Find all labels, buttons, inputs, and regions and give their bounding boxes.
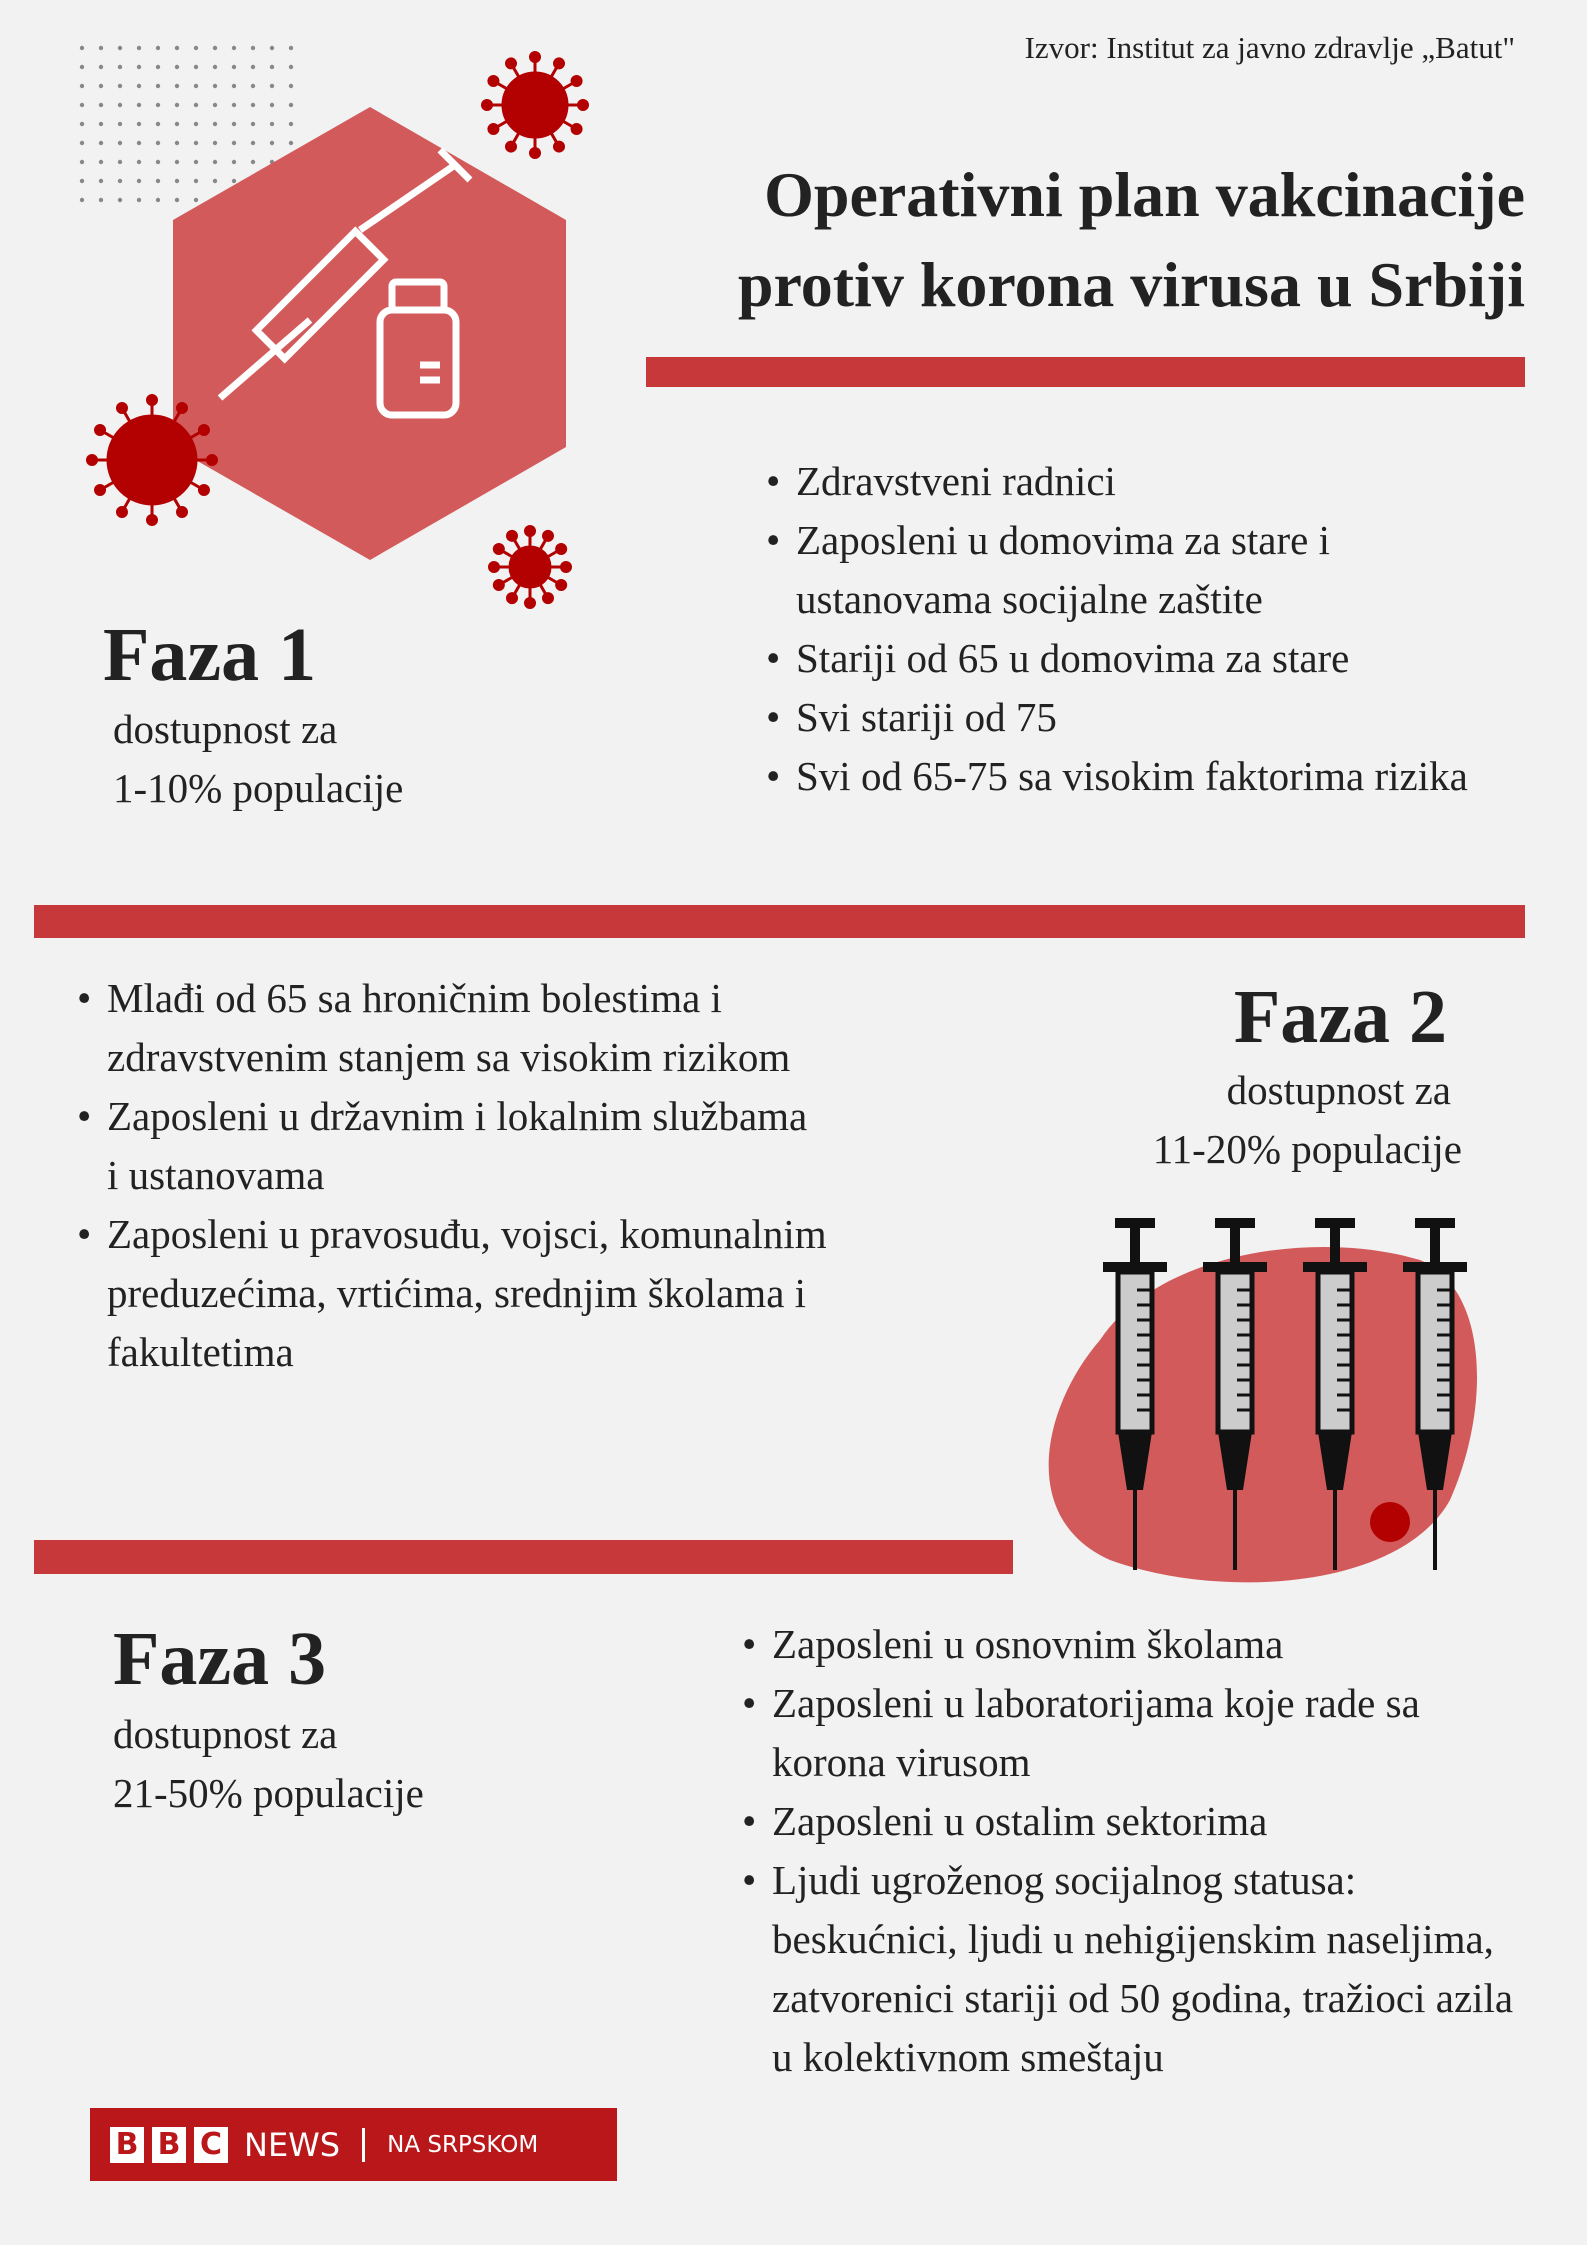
logo-divider [362, 2128, 365, 2162]
dot [99, 84, 103, 88]
dot [251, 84, 255, 88]
list-item: • Zaposleni u državnim i lokalnim službama i ustanovama [77, 1087, 827, 1205]
dot [175, 198, 179, 202]
dot [80, 179, 84, 183]
dot [175, 141, 179, 145]
dot [175, 84, 179, 88]
dot [194, 179, 198, 183]
dot [80, 122, 84, 126]
dot [194, 122, 198, 126]
dot [118, 103, 122, 107]
title-line-1: Operativni plan vakcinacije [764, 159, 1525, 230]
dot [175, 160, 179, 164]
logo-subtitle: NA SRPSKOM [387, 2131, 539, 2158]
dot [270, 141, 274, 145]
dot [289, 122, 293, 126]
dot [137, 122, 141, 126]
dot [80, 103, 84, 107]
dot [289, 103, 293, 107]
list-item: • Svi od 65-75 sa visokim faktorima rizika [766, 747, 1526, 806]
dot [156, 84, 160, 88]
dot [213, 179, 217, 183]
dot [270, 65, 274, 69]
list-item: • Zaposleni u laboratorijama koje rade sa korona virusom [742, 1674, 1532, 1792]
dot [118, 141, 122, 145]
dot [175, 65, 179, 69]
dot [213, 84, 217, 88]
list-item: • Ljudi ugroženog socijalnog statusa: beskućnici, ljudi u nehigijenskim naseljima, zatvorenici stariji od 50 godina, tražioci azila u kolektivnom smeštaju [742, 1851, 1532, 2087]
dot [156, 160, 160, 164]
dot [99, 103, 103, 107]
dot [270, 84, 274, 88]
list-item: • Svi stariji od 75 [766, 688, 1526, 747]
dot [156, 122, 160, 126]
dot [213, 46, 217, 50]
dot [251, 103, 255, 107]
dot [137, 179, 141, 183]
dot [289, 84, 293, 88]
dot [270, 46, 274, 50]
phase-1-availability [113, 700, 403, 818]
phase-3-title: Faza 3 [113, 1617, 327, 1701]
list-item: • Stariji od 65 u domovima za stare [766, 629, 1526, 688]
dot [80, 84, 84, 88]
dot [156, 103, 160, 107]
dot [175, 46, 179, 50]
blob-shape [1049, 1247, 1477, 1582]
divider-bar [34, 1540, 1013, 1574]
dot [232, 160, 236, 164]
dot [213, 160, 217, 164]
title-line-2: protiv korona virusa u Srbiji [737, 249, 1525, 320]
dot [137, 160, 141, 164]
logo-block: B [152, 2127, 186, 2163]
phase-1-groups [766, 452, 1526, 806]
dot [118, 179, 122, 183]
dot [232, 65, 236, 69]
list-item: • Zaposleni u domovima za stare i ustanovama socijalne zaštite [766, 511, 1526, 629]
syringe-vial-illustration [60, 30, 620, 610]
phase-3-availability [113, 1705, 424, 1823]
dot [118, 160, 122, 164]
dot [232, 141, 236, 145]
dot [289, 65, 293, 69]
dot [289, 141, 293, 145]
dot [194, 65, 198, 69]
divider-bar [646, 357, 1525, 387]
dot [194, 46, 198, 50]
dot [137, 65, 141, 69]
dot [137, 198, 141, 202]
dot [270, 122, 274, 126]
dot [289, 46, 293, 50]
availability-line: dostupnost za [113, 1711, 338, 1757]
dot [232, 46, 236, 50]
dot [137, 46, 141, 50]
dot [80, 46, 84, 50]
availability-line: dostupnost za [113, 706, 338, 752]
dot [156, 46, 160, 50]
list-item: • Zaposleni u pravosuđu, vojsci, komunalnim preduzećima, vrtićima, srednjim školama i fakultetima [77, 1205, 827, 1382]
dot [80, 141, 84, 145]
dot [232, 179, 236, 183]
dot [194, 160, 198, 164]
dot [251, 141, 255, 145]
dot [137, 141, 141, 145]
phase-2-availability [1153, 1061, 1462, 1179]
dot [232, 103, 236, 107]
dot [156, 65, 160, 69]
dot [232, 122, 236, 126]
dot [232, 84, 236, 88]
divider-bar [34, 905, 1525, 938]
dot [99, 179, 103, 183]
dot [80, 198, 84, 202]
dot [213, 65, 217, 69]
dot [270, 103, 274, 107]
phase-2-groups [77, 969, 827, 1382]
dot [175, 103, 179, 107]
dot [194, 103, 198, 107]
dot [194, 141, 198, 145]
dot [118, 122, 122, 126]
logo-news: NEWS [244, 2125, 341, 2164]
availability-line: 1-10% populacije [113, 765, 404, 811]
list-item: • Zdravstveni radnici [766, 452, 1526, 511]
dot [251, 122, 255, 126]
dot [175, 122, 179, 126]
bbc-news-logo [90, 2108, 617, 2181]
availability-line: 11-20% populacije [1152, 1126, 1462, 1172]
availability-line: dostupnost za [1226, 1067, 1451, 1113]
dot [118, 65, 122, 69]
dot [99, 122, 103, 126]
phase-2-title: Faza 2 [1233, 975, 1447, 1059]
virus-icon [1370, 1502, 1410, 1542]
dot [194, 198, 198, 202]
dot [251, 65, 255, 69]
dot [156, 179, 160, 183]
syringes-illustration [1020, 1210, 1480, 1600]
dot [118, 46, 122, 50]
dot [213, 103, 217, 107]
dot [213, 122, 217, 126]
list-item: • Mlađi od 65 sa hroničnim bolestima i zdravstvenim stanjem sa visokim rizikom [77, 969, 827, 1087]
dot [213, 141, 217, 145]
dot [99, 141, 103, 145]
dot [156, 141, 160, 145]
dot [194, 84, 198, 88]
list-item: • Zaposleni u osnovnim školama [742, 1615, 1532, 1674]
phase-1-title: Faza 1 [103, 613, 317, 697]
dot [251, 160, 255, 164]
dot [99, 198, 103, 202]
dot [99, 65, 103, 69]
list-item: • Zaposleni u ostalim sektorima [742, 1792, 1532, 1851]
phase-3-groups [742, 1615, 1532, 2087]
dot [118, 198, 122, 202]
source-note: Izvor: Institut za javno zdravlje „Batut" [1024, 30, 1515, 65]
dot [80, 160, 84, 164]
dot [175, 179, 179, 183]
page-title [738, 150, 1525, 330]
dot [137, 84, 141, 88]
dot [99, 46, 103, 50]
availability-line: 21-50% populacije [113, 1770, 424, 1816]
dot [118, 84, 122, 88]
dot [80, 65, 84, 69]
dot [156, 198, 160, 202]
logo-block: B [110, 2127, 144, 2163]
dot [137, 103, 141, 107]
logo-block: C [194, 2127, 228, 2163]
dot [251, 46, 255, 50]
hexagon-shape [173, 107, 566, 560]
dot [99, 160, 103, 164]
